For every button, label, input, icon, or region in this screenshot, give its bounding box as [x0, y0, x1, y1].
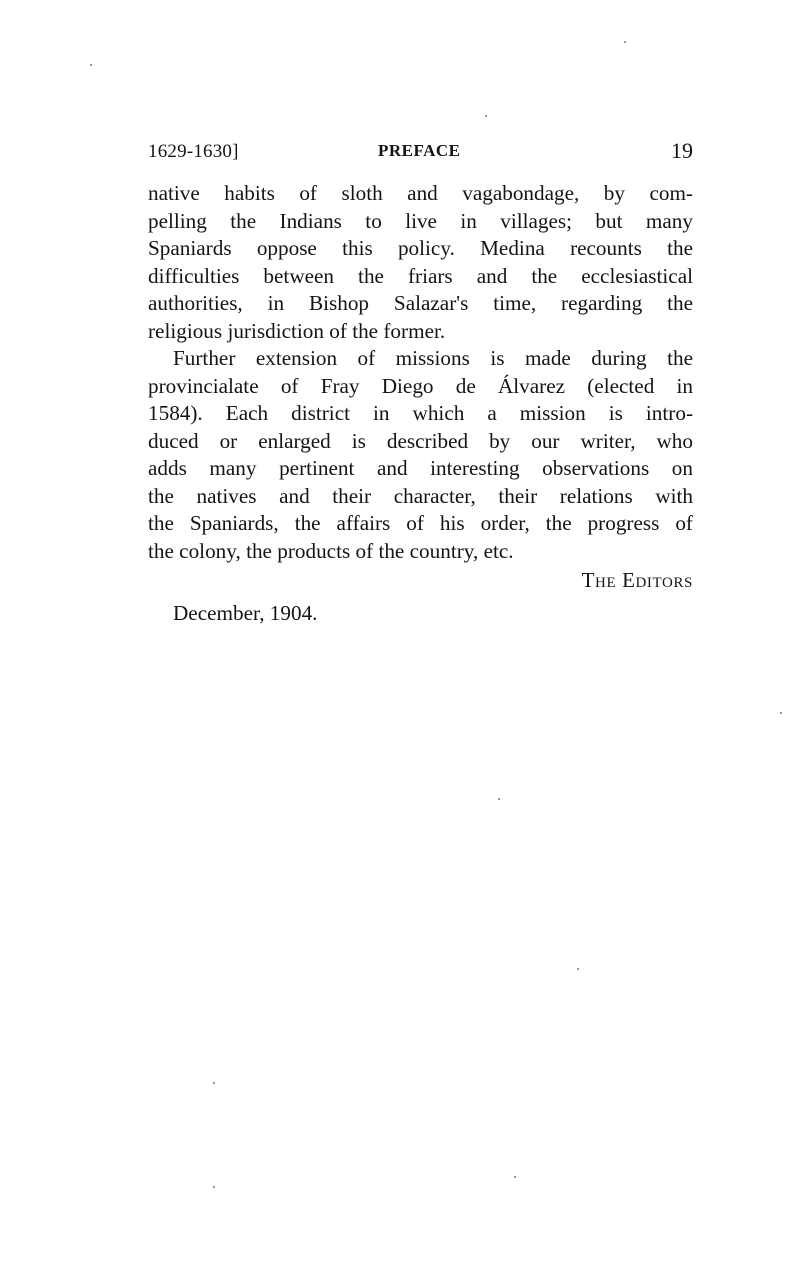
- signature: The Editors: [581, 568, 693, 592]
- page-number: 19: [671, 138, 693, 163]
- scan-speck: [577, 968, 579, 970]
- text-line: 1584). Each district in which a mission is intro-: [148, 401, 693, 425]
- text-line: pelling the Indians to live in villages; but many: [148, 208, 693, 233]
- text-line: Further extension of missions is made during the: [173, 346, 693, 370]
- scan-speck: [90, 64, 92, 66]
- scan-speck: [498, 798, 500, 800]
- scan-speck: [485, 115, 487, 117]
- text-line: provincialate of Fray Diego de Álvarez (elected in: [148, 373, 693, 398]
- scan-speck: [624, 41, 626, 43]
- scan-speck: [213, 1186, 215, 1188]
- body-text: [148, 180, 693, 565]
- text-line: the natives and their character, their relations with: [148, 483, 693, 508]
- text-line: duced or enlarged is described by our writer, who: [148, 428, 693, 453]
- header-date-range: 1629-1630]: [148, 141, 239, 162]
- text-line: religious jurisdiction of the former.: [148, 318, 446, 343]
- text-line: adds many pertinent and interesting observations on: [148, 456, 693, 480]
- text-line: difficulties between the friars and the ecclesiastical: [148, 263, 693, 288]
- dateline: December, 1904.: [173, 601, 318, 625]
- scan-speck: [780, 712, 782, 714]
- text-line: authorities, in Bishop Salazar's time, regarding the: [148, 291, 693, 315]
- running-header: [148, 138, 693, 164]
- text-line: Spaniards oppose this policy. Medina recounts the: [148, 236, 693, 260]
- text-line: the Spaniards, the affairs of his order, the progress of: [148, 511, 693, 535]
- header-section-title: PREFACE: [378, 141, 461, 160]
- scan-speck: [213, 1082, 215, 1084]
- scan-speck: [514, 1176, 516, 1178]
- text-line: native habits of sloth and vagabondage, by com-: [148, 181, 693, 205]
- text-line: the colony, the products of the country, etc.: [148, 538, 514, 563]
